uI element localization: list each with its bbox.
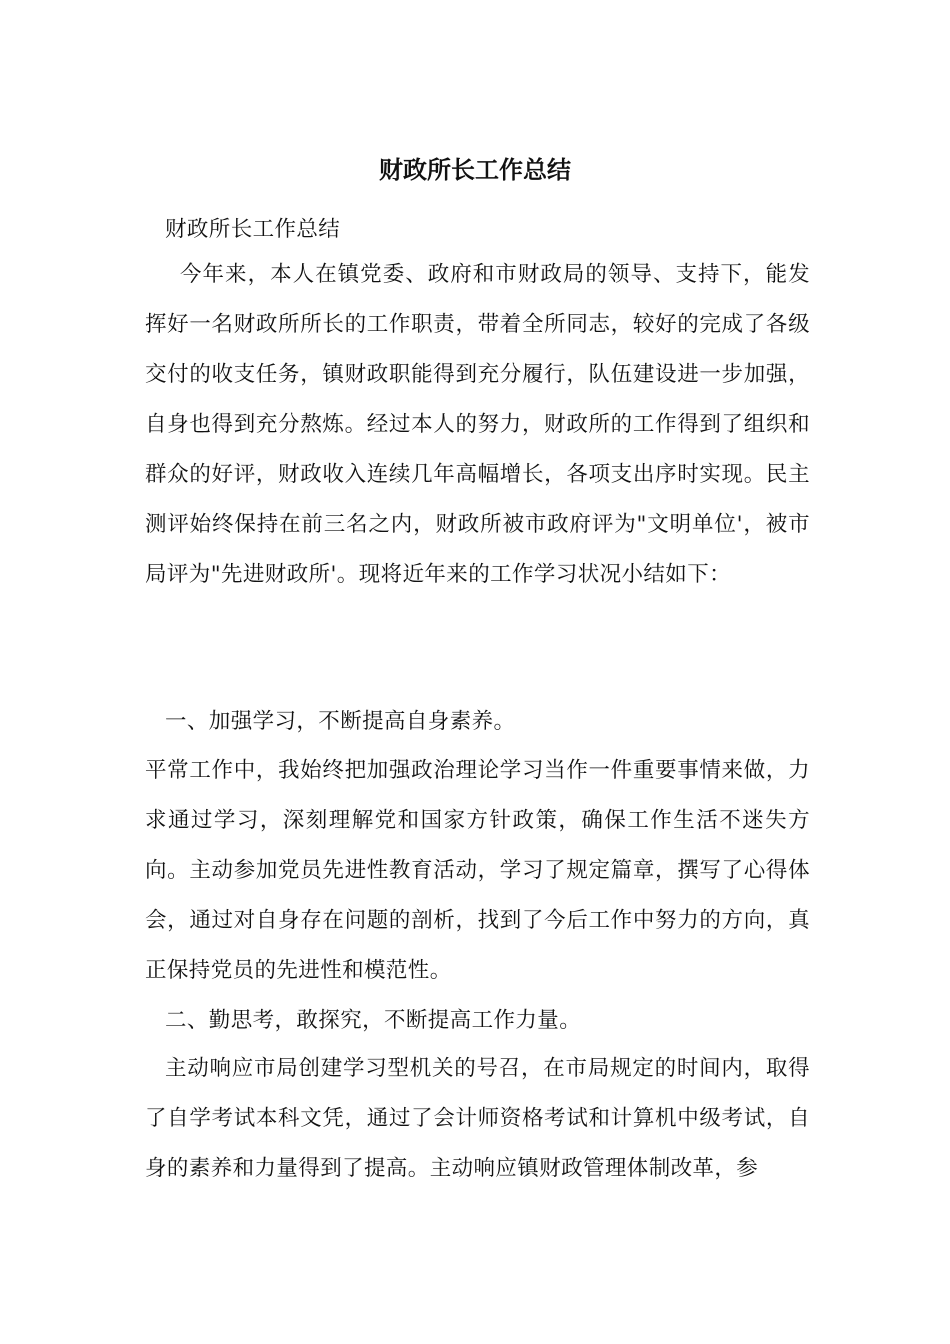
section-heading-2: 二、勤思考，敢探究，不断提高工作力量。 bbox=[165, 1008, 582, 1033]
intro-paragraph: 今年来，本人在镇党委、政府和市财政局的领导、支持下，能发挥好一名财政所所长的工作职责，带着全所同志，较好的完成了各级交付的收支任务，镇财政职能得到充分履行，队伍建设进一步加强，自身也得到充分熬炼。经过本人的努力，财政所的工作得到了组织和群众的好评，财政收入连续几年高幅增长，各项支出序时实现。民主测评始终保持在前三名之内，财政所被市政府评为"文明单位'，被市局评为"先进财政所'。现将近年来的工作学习状况小结如下： bbox=[145, 262, 810, 587]
section-heading-1: 一、加强学习，不断提高自身素养。 bbox=[165, 709, 516, 734]
section-paragraph-2: 主动响应市局创建学习型机关的号召，在市局规定的时间内，取得了自学考试本科文凭，通过了会计师资格考试和计算机中级考试，自身的素养和力量得到了提高。主动响应镇财政管理体制改革，参 bbox=[145, 1056, 810, 1181]
section-paragraph-1-text: 平常工作中，我始终把加强政治理论学习当作一件重要事情来做，力求通过学习，深刻理解党和国家方针政策，确保工作生活不迷失方向。主动参加党员先进性教育活动，学习了规定篇章，撰写了心得体会，通过对自身存在问题的剖析，找到了今后工作中努力的方向，真正保持党员的先进性和模范性。 bbox=[145, 758, 810, 983]
section-paragraph-1 bbox=[145, 746, 810, 996]
document-subtitle: 财政所长工作总结 bbox=[165, 217, 341, 242]
document-title: 财政所长工作总结 bbox=[379, 155, 571, 184]
